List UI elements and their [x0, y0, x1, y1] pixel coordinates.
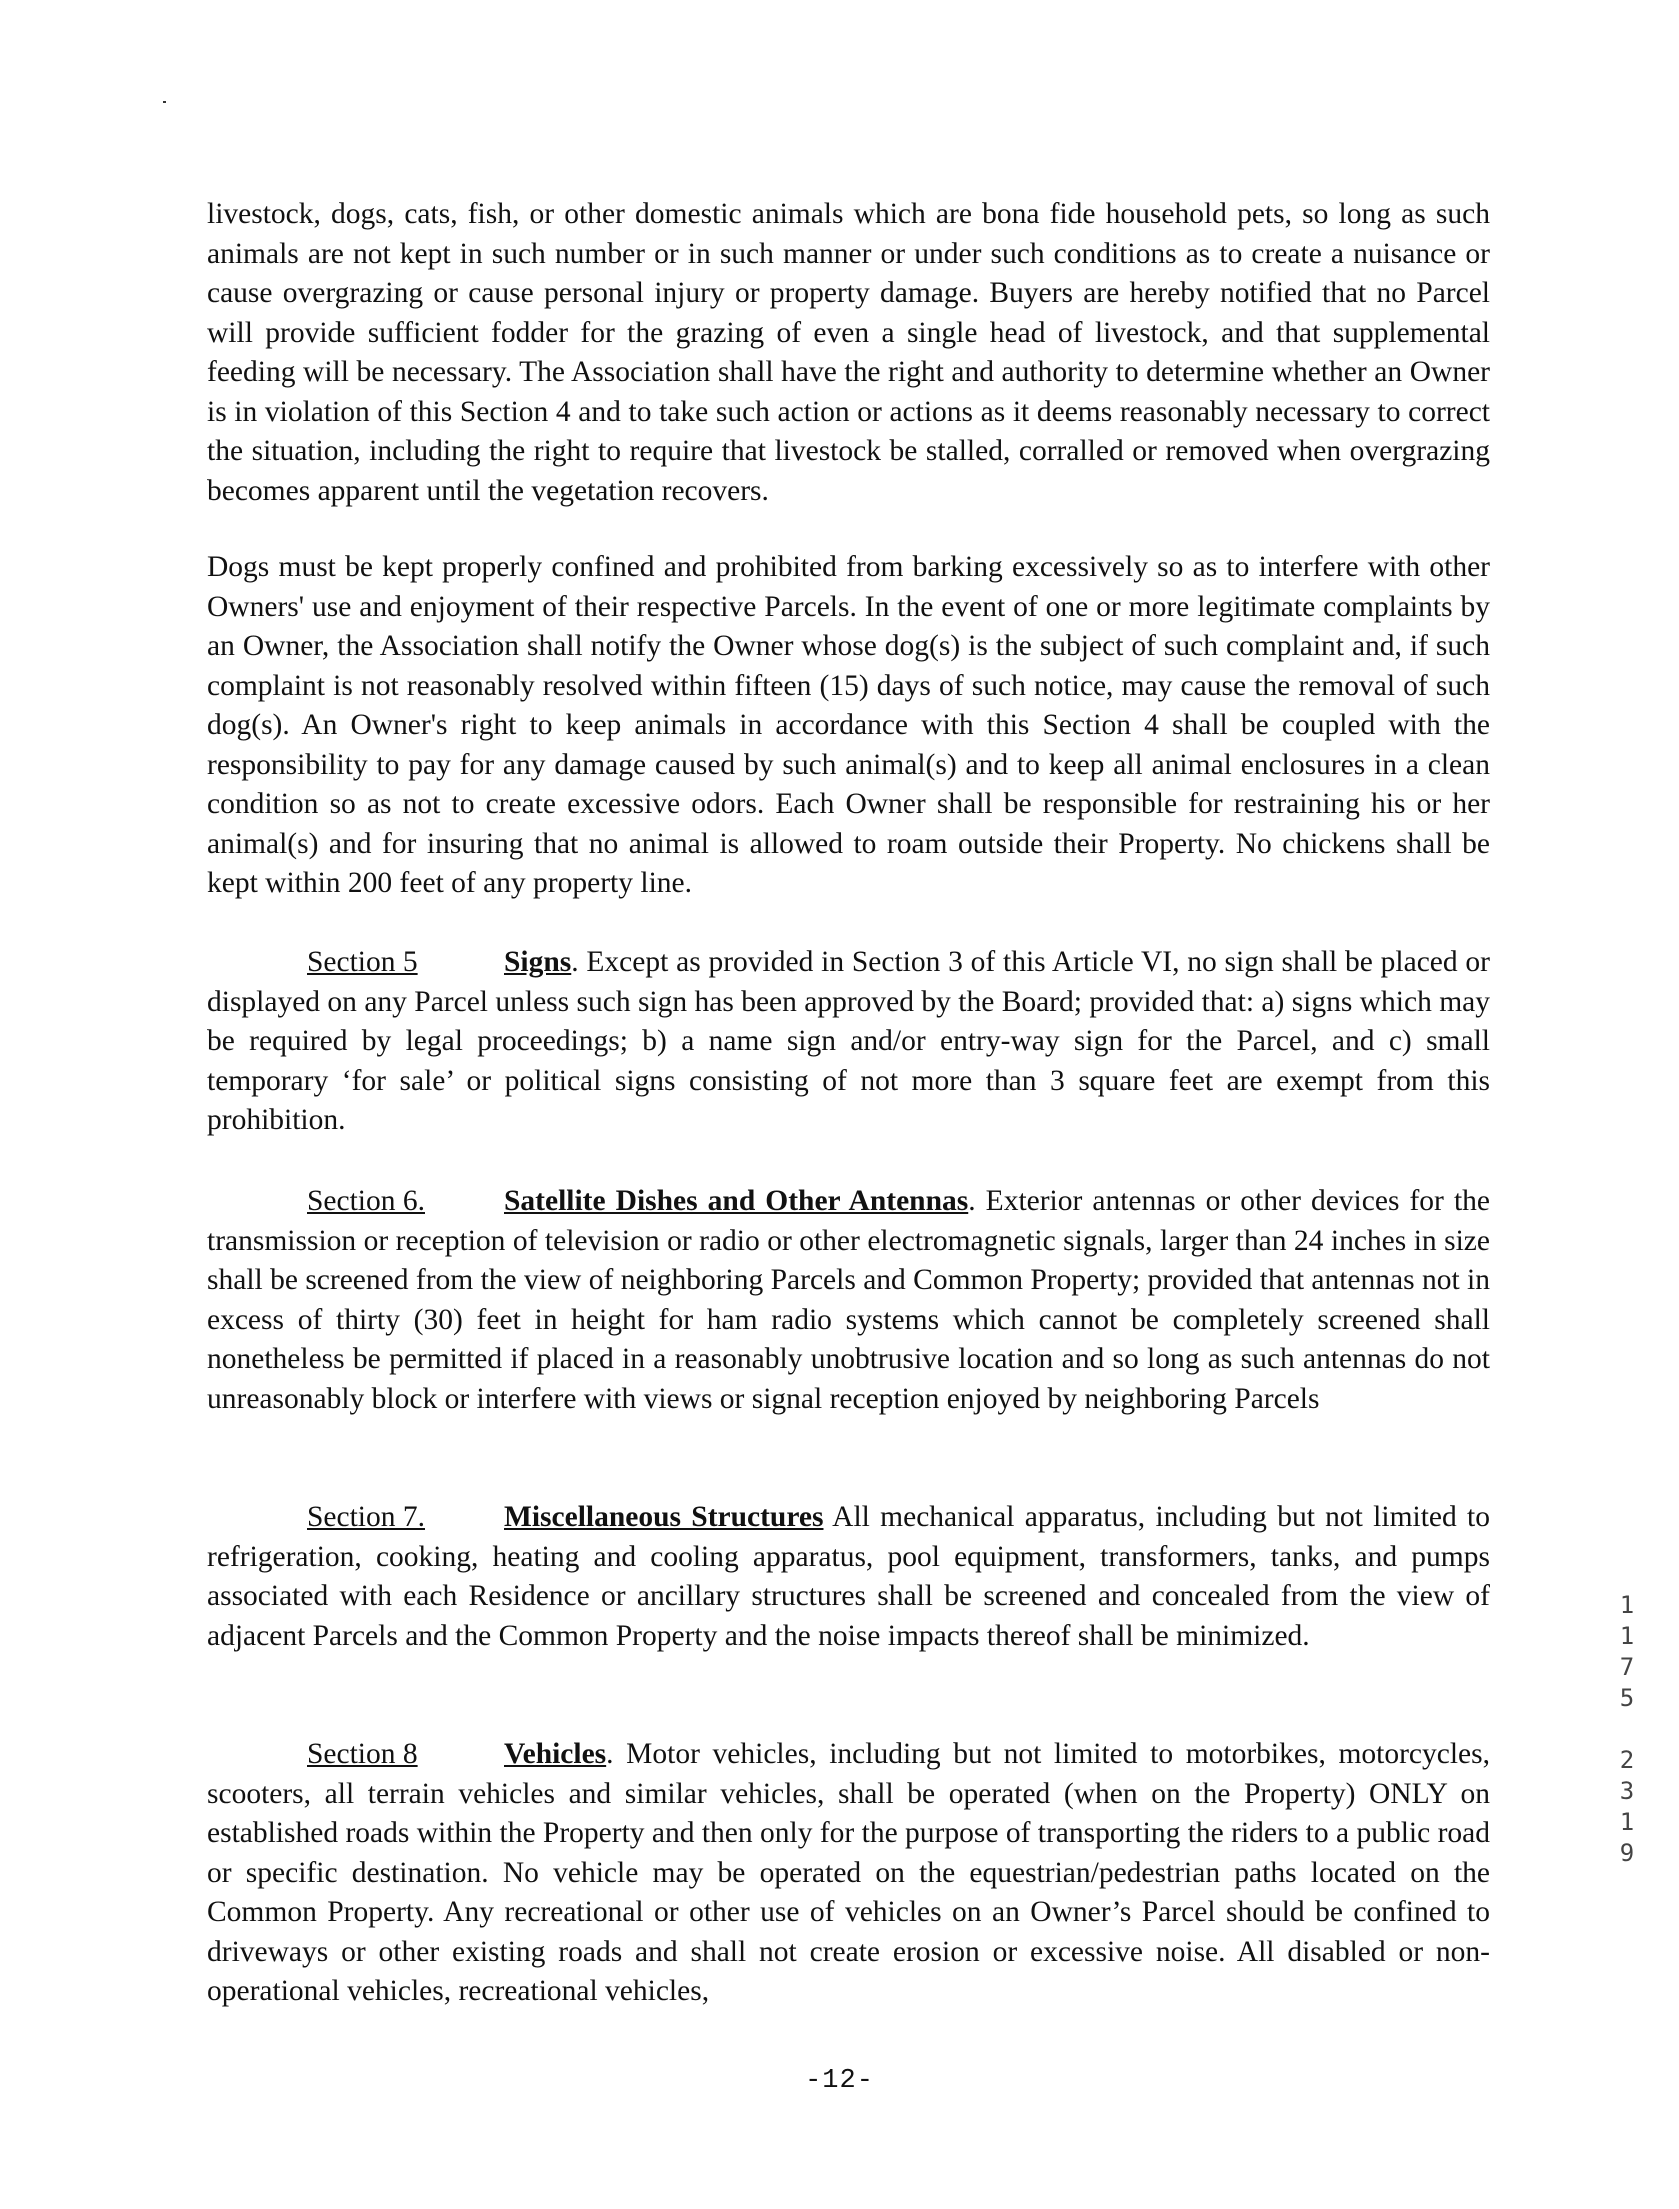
section-7-label: Section 7. [307, 1501, 425, 1533]
paragraph-dogs: Dogs must be kept properly confined and prohibited from barking excessively so as to interfere with other Owners' use and enjoyment of their respective Parcels. In the event of one or more legitimate complaints by an Owner, the Association shall notify the Owner whose dog(s) is the subject of such complaint and, if such complaint is not reasonably resolved within fifteen (15) days of such notice, may cause the removal of such dog(s). An Owner's right to keep animals in accordance with this Section 4 shall be coupled with the responsibility to pay for any damage caused by such animal(s) and to keep all animal enclosures in a clean condition so as not to create excessive odors. Each Owner shall be responsible for restraining his or her animal(s) and for insuring that no animal is allowed to roam outside their Property. No chickens shall be kept within 200 feet of any property line. [207, 551, 1490, 899]
section-8-vehicles [207, 1735, 1490, 2012]
section-8-title: Vehicles [504, 1738, 607, 1770]
section-6-title: Satellite Dishes and Other Antennas [504, 1185, 969, 1217]
paragraph-livestock: livestock, dogs, cats, fish, or other domestic animals which are bona fide household pets, so long as such animals are not kept in such number or in such manner or under such conditions as to create a nuisance or cause overgrazing or cause personal injury or property damage. Buyers are hereby notified that no Parcel will provide sufficient fodder for the grazing of even a single head of livestock, and that supplemental feeding will be necessary. The Association shall have the right and authority to determine whether an Owner is in violation of this Section 4 and to take such action or actions as it deems reasonably necessary to correct the situation, including the right to require that livestock be stalled, corralled or removed when overgrazing becomes apparent until the vegetation recovers. [207, 198, 1490, 507]
section-6-antennas [207, 1182, 1490, 1419]
section-5-label: Section 5 [307, 946, 418, 978]
section-7-body: All mechanical apparatus, including but not limited to refrigeration, cooking, heating and cooling apparatus, pool equipment, transformers, tanks, and pumps associated with each Residence or ancillary structures shall be screened and concealed from the view of adjacent Parcels and the Common Property and the noise impacts thereof shall be minimized. [207, 1501, 1490, 1652]
section-8-body: . Motor vehicles, including but not limited to motorbikes, motorcycles, scooters, all terrain vehicles and similar vehicles, shall be operated (when on the Property) ONLY on established roads within the Property and then only for the purpose of transporting the riders to a public road or specific destination. No vehicle may be operated on the equestrian/pedestrian paths located on the Common Property. Any recreational or other use of vehicles on an Owner’s Parcel should be confined to driveways or other existing roads and shall not create erosion or excessive noise. All disabled or non-operational vehicles, recreational vehicles, [207, 1738, 1490, 2007]
margin-stamp: 1 1 7 5 2 3 1 9 [1619, 1591, 1635, 1867]
section-5-body: . Except as provided in Section 3 of this Article VI, no sign shall be placed or displayed on any Parcel unless such sign has been approved by the Board; provided that: a) signs which may be required by legal proceedings; b) a name sign and/or entry-way sign for the Parcel, and c) small temporary ‘for sale’ or political signs consisting of not more than 3 square feet are exempt from this prohibition. [207, 946, 1490, 1136]
scan-speck [163, 101, 166, 103]
section-5-signs [207, 943, 1490, 1141]
section-5-title: Signs [504, 946, 572, 978]
section-8-label: Section 8 [307, 1738, 418, 1770]
page-number: -12- [805, 2066, 874, 2096]
section-6-label: Section 6. [307, 1185, 425, 1217]
section-7-structures [207, 1498, 1490, 1656]
section-6-body: . Exterior antennas or other devices for the transmission or reception of television or radio or other electromagnetic signals, larger than 24 inches in size shall be screened from the view of neighboring Parcels and Common Property; provided that antennas not in excess of thirty (30) feet in height for ham radio systems which cannot be completely screened shall nonetheless be permitted if placed in a reasonably unobtrusive location and so long as such antennas do not unreasonably block or interfere with views or signal reception enjoyed by neighboring Parcels [207, 1185, 1490, 1415]
section-7-title: Miscellaneous Structures [504, 1501, 824, 1533]
